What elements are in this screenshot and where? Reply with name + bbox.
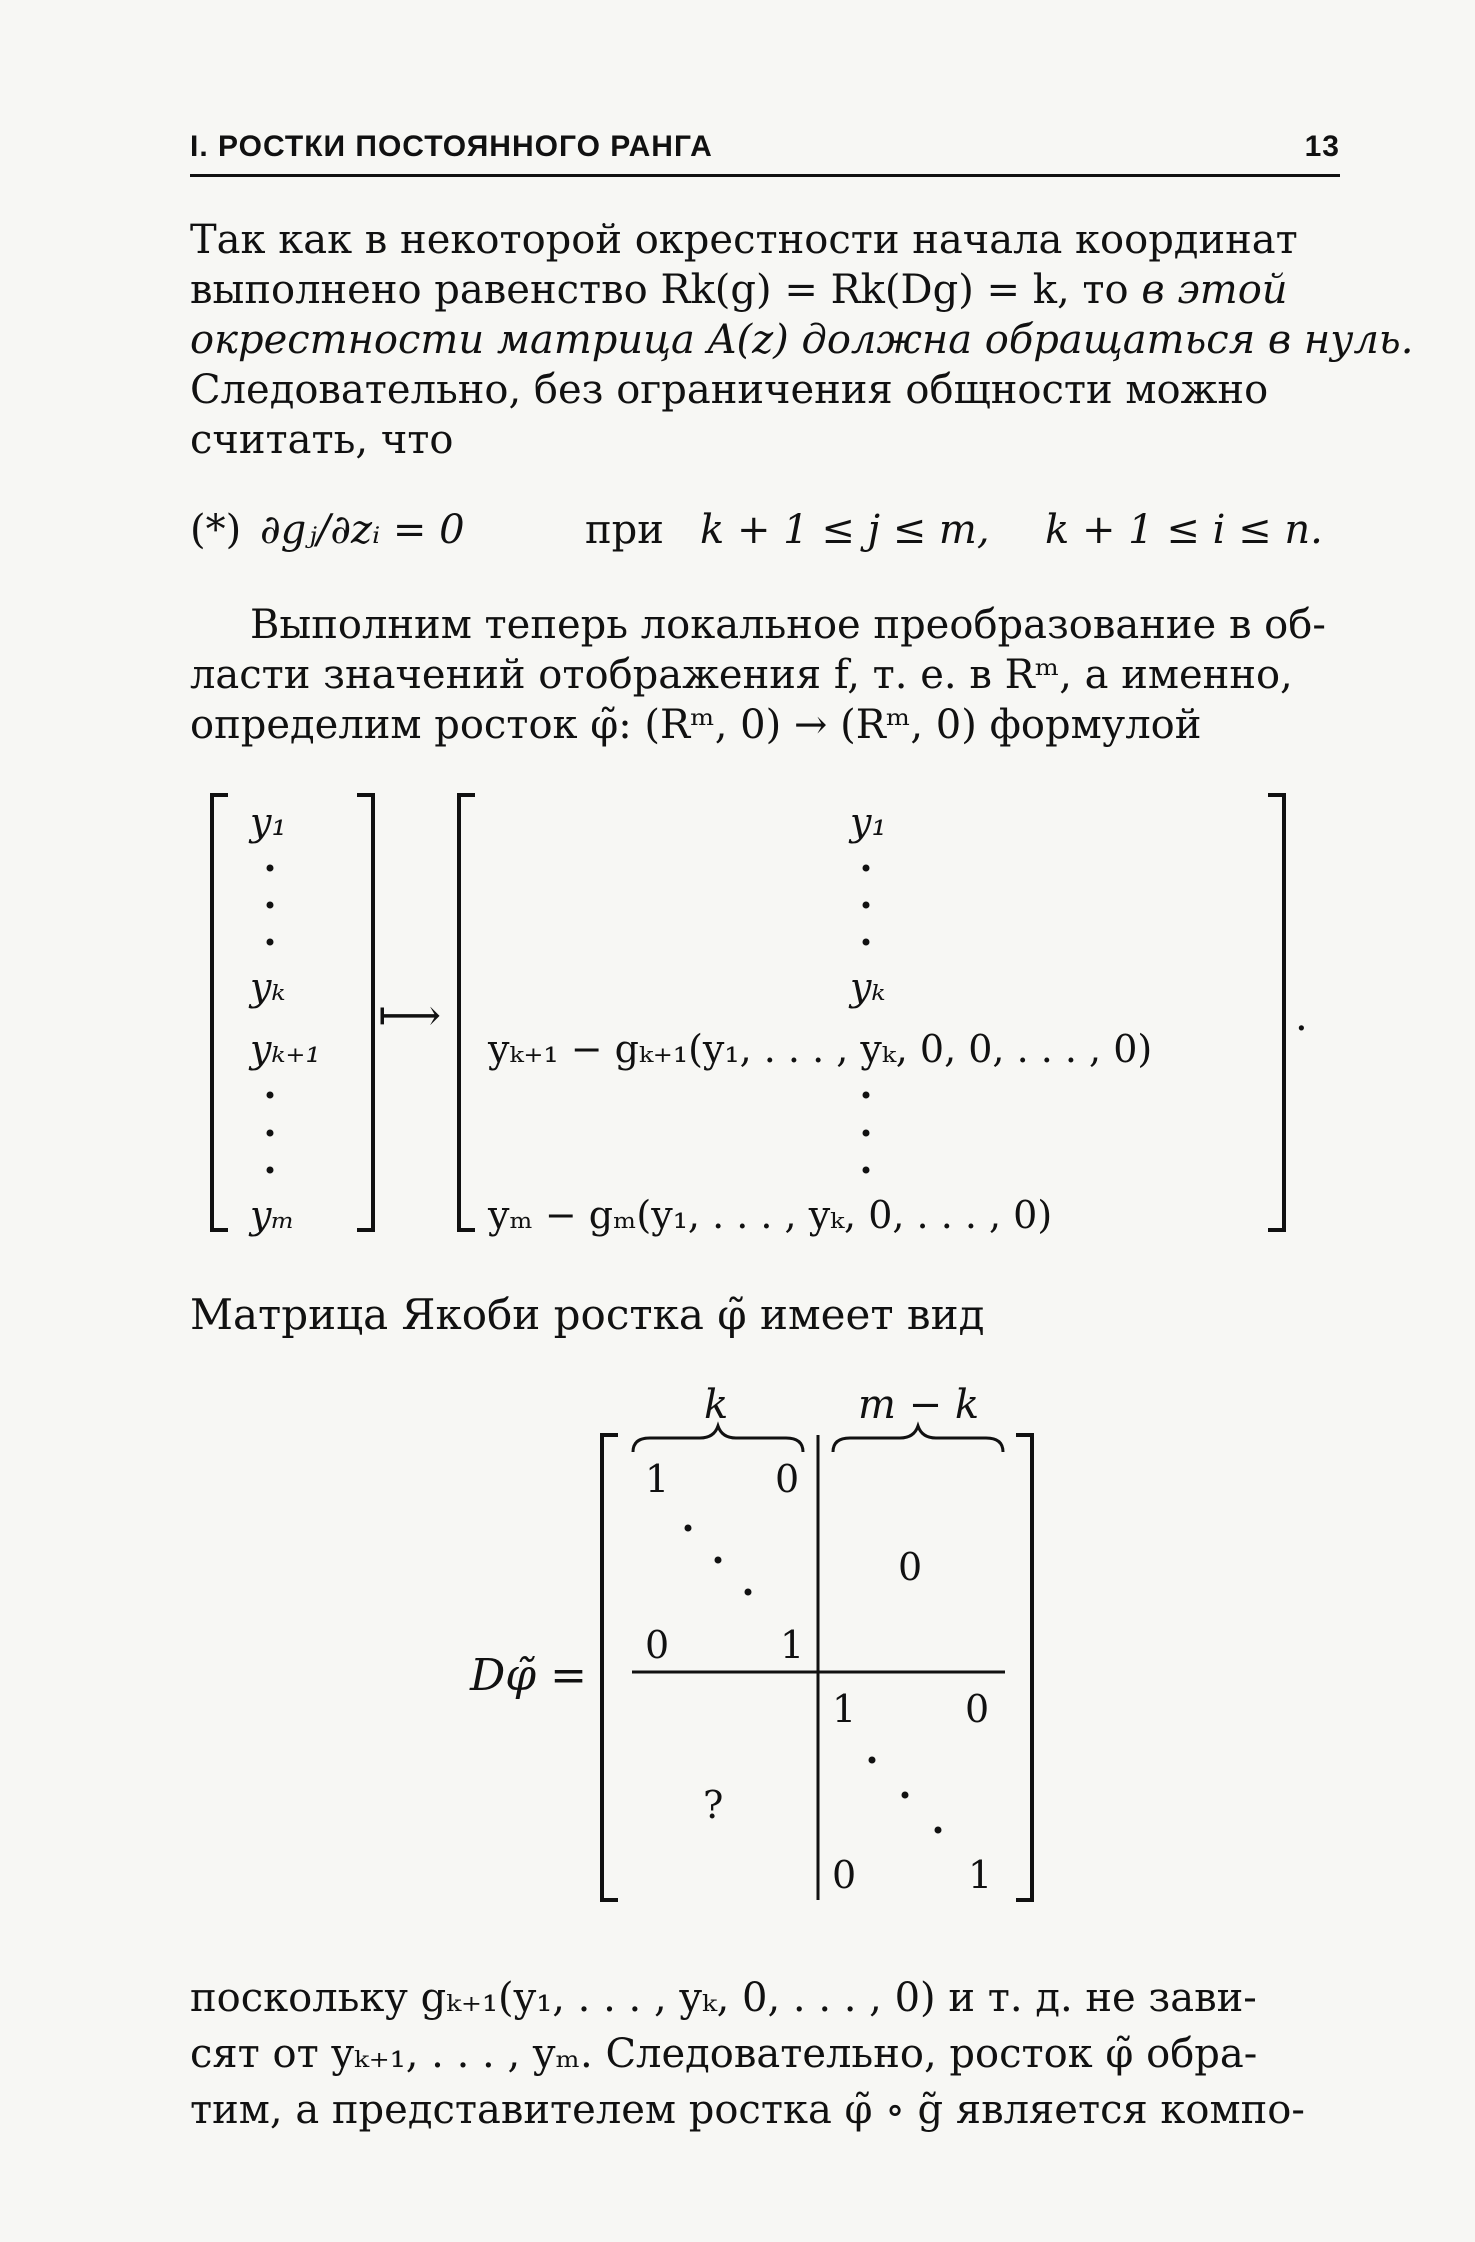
right-vector-close-bracket xyxy=(1268,795,1284,1230)
p1-line-2a: выполнено равенство Rk(g) = Rk(Dg) = k, то xyxy=(190,267,1142,313)
p1-line-3-text: окрестности матрица A(z) должна обращаться в нуль. xyxy=(190,317,1414,363)
left-y1: y₁ xyxy=(250,800,287,844)
p2-line-1: Выполним теперь локальное преобразование в об- xyxy=(250,602,1326,648)
brace-label-k: k xyxy=(704,1382,729,1428)
maps-to-arrow: ⟼ xyxy=(378,990,442,1041)
formula-label: (*) xyxy=(190,507,242,553)
jacobi-caption: Матрица Якоби ростка φ̃ имеет вид xyxy=(190,1290,985,1339)
p2-line-2: ласти значений отображения f, т. е. в Rᵐ, а именно, xyxy=(190,652,1293,698)
p3-line-2: сят от yₖ₊₁, . . . , yₘ. Следовательно, росток φ̃ обра- xyxy=(190,2031,1258,2077)
left-ym: yₘ xyxy=(250,1193,295,1237)
tl-bottom-right: 1 xyxy=(780,1623,805,1667)
right-vector-brackets xyxy=(459,795,1284,1230)
jacobian-lhs: Dφ̃ = xyxy=(470,1650,587,1701)
tl-top-left: 1 xyxy=(645,1457,670,1501)
p1-line-2b: в этой xyxy=(1141,267,1288,313)
br-top-right: 0 xyxy=(965,1687,990,1731)
brace-left xyxy=(633,1426,803,1452)
right-yk: yₖ xyxy=(850,965,886,1009)
p2-line-3: определим росток φ̃: (Rᵐ, 0) → (Rᵐ, 0) формулой xyxy=(190,702,1202,748)
tr-zero-block: 0 xyxy=(898,1545,923,1589)
jacobian-matrix xyxy=(0,1370,1475,1950)
bl-unknown-block: ? xyxy=(703,1783,724,1827)
page-number: 13 xyxy=(1304,130,1340,163)
map-end-dot: . xyxy=(1295,994,1308,1040)
left-vector-close-bracket xyxy=(357,795,373,1230)
br-bottom-left: 0 xyxy=(832,1853,857,1897)
brace-right xyxy=(833,1426,1003,1452)
tl-top-right: 0 xyxy=(775,1457,800,1501)
jacobian-close-bracket xyxy=(1016,1435,1032,1900)
right-vector-open-bracket xyxy=(459,795,475,1230)
formula-cond-2: k + 1 ≤ i ≤ n. xyxy=(1045,507,1323,553)
right-vdots xyxy=(863,865,870,1174)
p3-line-3: тим, а представителем ростка φ̃ ∘ g̃ является компо- xyxy=(190,2087,1305,2133)
brace-label-m-minus-k: m − k xyxy=(858,1382,980,1428)
formula-equation: ∂gⱼ/∂zᵢ = 0 xyxy=(260,507,465,553)
right-row-k1: yₖ₊₁ − gₖ₊₁(y₁, . . . , yₖ, 0, 0, . . . , 0) xyxy=(488,1027,1153,1071)
left-vector-open-bracket xyxy=(212,795,228,1230)
left-yk: yₖ xyxy=(250,965,286,1009)
paragraph-3 xyxy=(190,1970,1340,2138)
left-vdots xyxy=(267,865,274,1174)
p3-line-1: поскольку gₖ₊₁(y₁, . . . , yₖ, 0, . . . , 0) и т. д. не зави- xyxy=(190,1975,1257,2021)
right-row-m: yₘ − gₘ(y₁, . . . , yₖ, 0, . . . , 0) xyxy=(488,1193,1053,1237)
p1-line-1: Так как в некоторой окрестности начала координат xyxy=(190,217,1298,263)
block-dividers xyxy=(632,1435,1005,1900)
right-y1: y₁ xyxy=(850,800,887,844)
left-vector-brackets xyxy=(212,795,373,1230)
jacobian-open-bracket xyxy=(602,1435,618,1900)
formula-when: при xyxy=(585,507,664,553)
formula-cond-1: k + 1 ≤ j ≤ m, xyxy=(700,507,990,553)
br-bottom-right: 1 xyxy=(968,1853,993,1897)
tl-bottom-left: 0 xyxy=(645,1623,670,1667)
p1-line-4: Следовательно, без ограничения общности можно xyxy=(190,367,1269,413)
br-top-left: 1 xyxy=(832,1687,857,1731)
left-yk1: yₖ₊₁ xyxy=(250,1027,321,1071)
p1-line-5: считать, что xyxy=(190,417,454,463)
chapter-title: I. РОСТКИ ПОСТОЯННОГО РАНГА xyxy=(190,130,713,163)
